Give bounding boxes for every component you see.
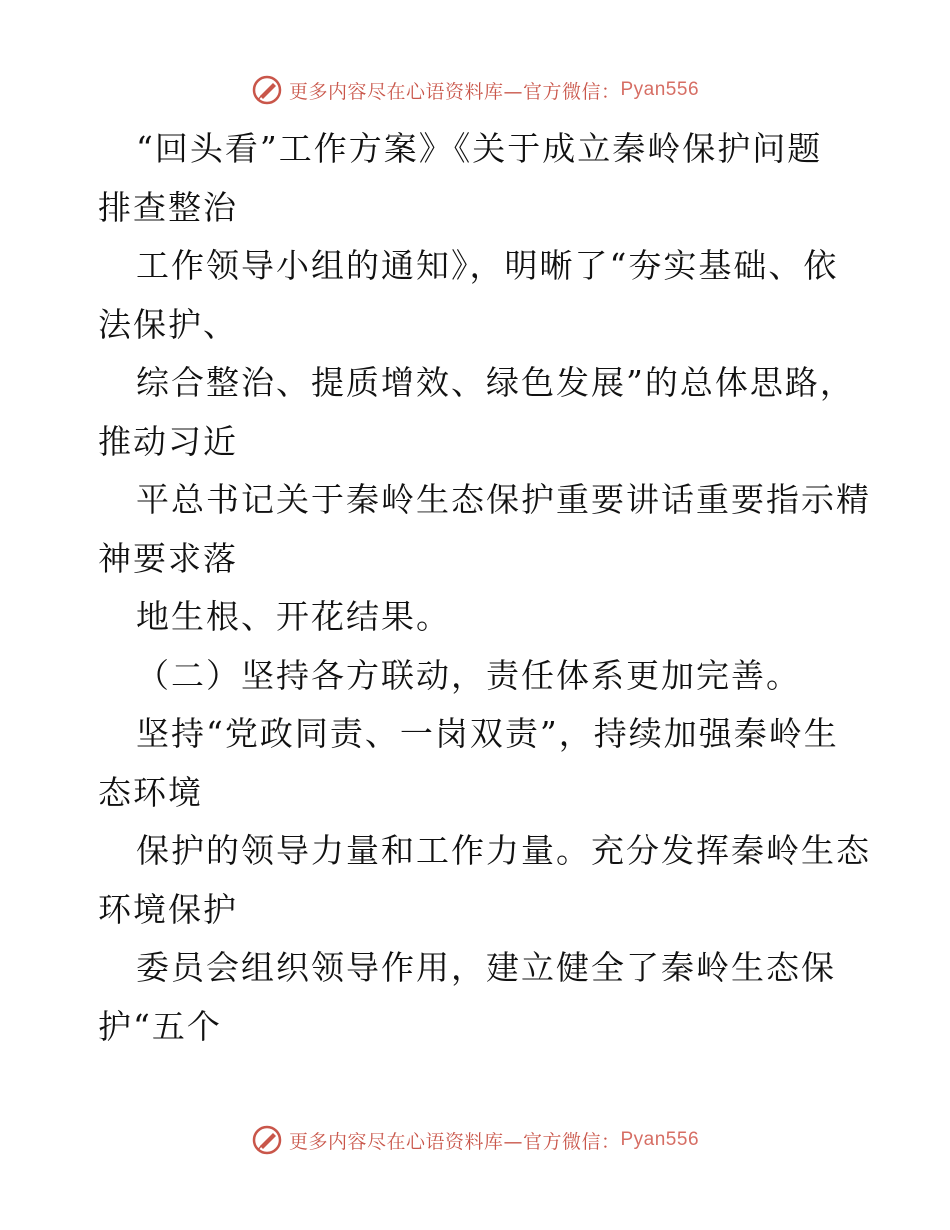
- text-line: 综合整治、提质增效、绿色发展”的总体思路，: [136, 363, 855, 402]
- watermark-footer: [0, 1120, 950, 1160]
- brand-logo-icon: [251, 1124, 283, 1156]
- watermark-wechat-id: Pyan556: [620, 79, 700, 100]
- watermark-text: 更多内容尽在心语资料库—官方微信：: [288, 80, 621, 103]
- text-line: 护“五个: [98, 1006, 222, 1046]
- text-line: 委员会组织领导作用，建立健全了秦岭生态保: [136, 948, 836, 987]
- text-line: 推动习近: [98, 421, 238, 461]
- text-line: 排查整治: [98, 187, 238, 227]
- text-line: 保护的领导力量和工作力量。充分发挥秦岭生态: [136, 831, 871, 870]
- text-line: 神要求落: [98, 538, 238, 578]
- text-line: 态环境: [98, 772, 203, 812]
- text-line: 工作领导小组的通知》，明晰了“夯实基础、依: [136, 246, 839, 285]
- text-line: 平总书记关于秦岭生态保护重要讲话重要指示精: [136, 480, 871, 519]
- document-body: [98, 120, 871, 1056]
- text-line: 法保护、: [98, 304, 238, 344]
- text-line: “回头看”工作方案》《关于成立秦岭保护问题: [136, 129, 823, 168]
- text-line: 地生根、开花结果。: [136, 597, 451, 636]
- watermark-header: [0, 70, 950, 110]
- text-line: 坚持“党政同责、一岗双责”，持续加强秦岭生: [136, 714, 839, 753]
- section-heading: （二）坚持各方联动，责任体系更加完善。: [136, 655, 801, 695]
- watermark-wechat-id: Pyan556: [620, 1129, 700, 1150]
- brand-logo-icon: [251, 74, 283, 106]
- text-line: 环境保护: [98, 889, 238, 929]
- watermark-text: 更多内容尽在心语资料库—官方微信：: [288, 1130, 621, 1153]
